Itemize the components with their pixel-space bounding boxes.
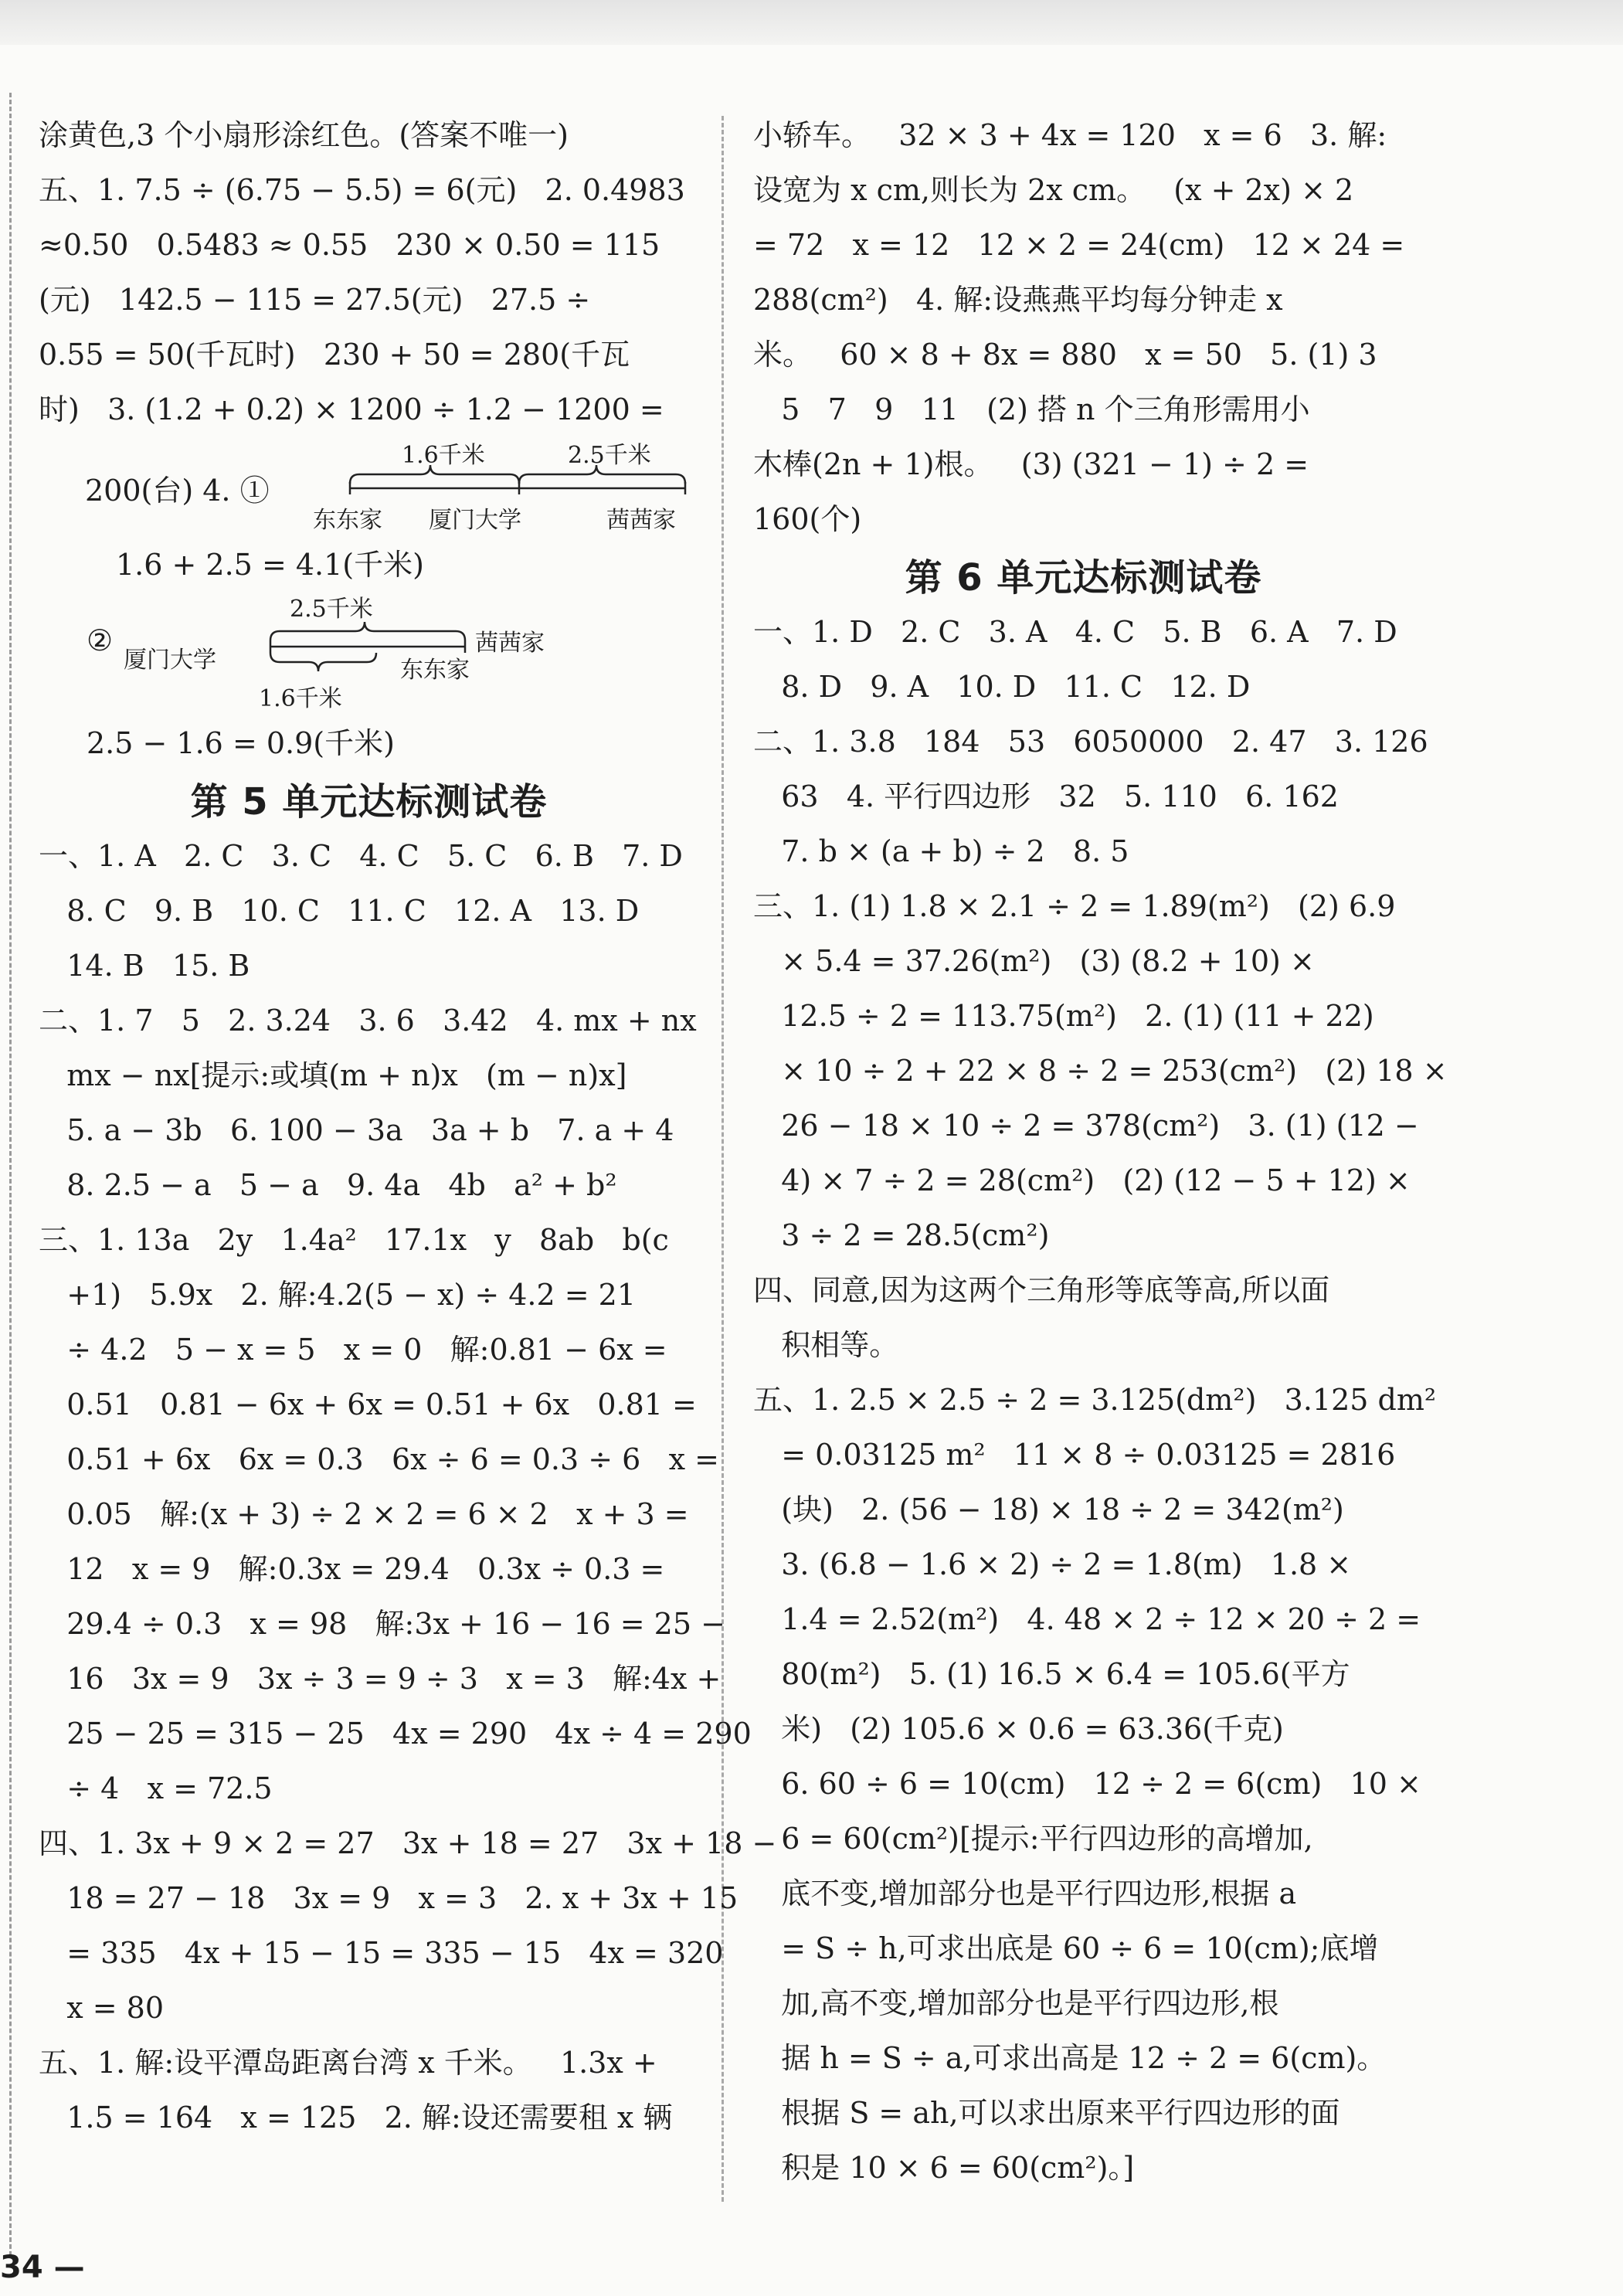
answer-block-unit5 [39, 829, 777, 2145]
answer-line: 底不变,增加部分也是平行四边形,根据 a [753, 1877, 1297, 1911]
answer-line: = 72 x = 12 12 × 2 = 24(cm) 12 × 24 = [753, 228, 1405, 262]
answer-line: 288(cm²) 4. 解:设燕燕平均每分钟走 x [753, 283, 1283, 317]
answer-line: 6. 60 ÷ 6 = 10(cm) 12 ÷ 2 = 6(cm) 10 × [753, 1767, 1421, 1801]
answer-line: = 0.03125 m² 11 × 8 ÷ 0.03125 = 2816 [753, 1438, 1396, 1472]
diagram1-result: 1.6 + 2.5 = 4.1(千米) [116, 548, 424, 582]
answer-line: 四、1. 3x + 9 × 2 = 27 3x + 18 = 27 3x + 18 − [39, 1826, 777, 1860]
answer-line: 小轿车。 32 × 3 + 4x = 120 x = 6 3. 解: [753, 118, 1387, 152]
diagram2-marker: ② [87, 623, 114, 657]
answer-line: +1) 5.9x 2. 解:4.2(5 − x) ÷ 4.2 = 21 [39, 1278, 637, 1312]
answer-line: = S ÷ h,可求出底是 60 ÷ 6 = 10(cm);底增 [753, 1931, 1379, 1965]
answer-line: × 10 ÷ 2 + 22 × 8 ÷ 2 = 253(cm²) (2) 18 × [753, 1054, 1448, 1088]
answer-line: (元) 142.5 − 115 = 27.5(元) 27.5 ÷ [39, 283, 591, 317]
answer-line: 3 ÷ 2 = 28.5(cm²) [753, 1218, 1050, 1252]
answer-line: 涂黄色,3 个小扇形涂红色。(答案不唯一) [39, 118, 569, 152]
answer-line: 7. b × (a + b) ÷ 2 8. 5 [753, 834, 1129, 868]
answer-line: 3. (6.8 − 1.6 × 2) ÷ 2 = 1.8(m) 1.8 × [753, 1547, 1352, 1581]
answer-line: 18 = 27 − 18 3x = 9 x = 3 2. x + 3x + 15 [39, 1881, 738, 1915]
answer-block-unit6 [753, 605, 1448, 2196]
answer-line: 米。 60 × 8 + 8x = 880 x = 50 5. (1) 3 [753, 338, 1377, 372]
answer-block-unit4-end [39, 108, 699, 437]
answer-line: 12.5 ÷ 2 = 113.75(m²) 2. (1) (11 + 22) [753, 999, 1374, 1033]
diagram2-result: 2.5 − 1.6 = 0.9(千米) [87, 726, 395, 760]
answer-line: 26 − 18 × 10 ÷ 2 = 378(cm²) 3. (1) (12 − [753, 1109, 1419, 1143]
unit5-heading: 第 5 单元达标测试卷 [190, 780, 548, 824]
answer-line: 8. 2.5 − a 5 − a 9. 4a 4b a² + b² [39, 1168, 617, 1202]
diagram2-place-end: 茜茜家 [475, 630, 545, 657]
answer-line: ≈0.50 0.5483 ≈ 0.55 230 × 0.50 = 115 [39, 228, 660, 262]
answer-line: 木棒(2n + 1)根。 (3) (321 − 1) ÷ 2 = [753, 447, 1309, 481]
answer-line: 0.55 = 50(千瓦时) 230 + 50 = 280(千瓦 [39, 338, 630, 372]
distance-diagram-1 [39, 437, 699, 538]
answer-line: 五、1. 解:设平潭岛距离台湾 x 千米。 1.3x + [39, 2046, 657, 2080]
answer-line: ÷ 4.2 5 − x = 5 x = 0 解:0.81 − 6x = [39, 1333, 667, 1367]
answer-line: (块) 2. (56 − 18) × 18 ÷ 2 = 342(m²) [753, 1493, 1344, 1527]
diagram1-place-3: 茜茜家 [606, 507, 676, 534]
answer-line: 米) (2) 105.6 × 0.6 = 63.36(千克) [753, 1712, 1284, 1746]
answer-line: 1.4 = 2.52(m²) 4. 48 × 2 ÷ 12 × 20 ÷ 2 = [753, 1602, 1421, 1636]
answer-line: 8. D 9. A 10. D 11. C 12. D [753, 670, 1251, 704]
answer-line: 加,高不变,增加部分也是平行四边形,根 [753, 1986, 1279, 2020]
answer-line: = 335 4x + 15 − 15 = 335 − 15 4x = 320 [39, 1936, 724, 1970]
scan-top-band [0, 0, 1623, 45]
page-number: 34 — [0, 2250, 85, 2285]
answer-block-unit5-end [753, 108, 1414, 547]
diagram2-bottom-label: 1.6千米 [259, 685, 342, 712]
answer-line: x = 80 [39, 1991, 165, 2025]
answer-line: 29.4 ÷ 0.3 x = 98 解:3x + 16 − 16 = 25 − [39, 1607, 725, 1641]
answer-line: 0.05 解:(x + 3) ÷ 2 × 2 = 6 × 2 x + 3 = [39, 1497, 689, 1531]
answer-line: 8. C 9. B 10. C 11. C 12. A 13. D [39, 894, 640, 928]
answer-line: 时) 3. (1.2 + 0.2) × 1200 ÷ 1.2 − 1200 = [39, 392, 664, 426]
answer-line: × 5.4 = 37.26(m²) (3) (8.2 + 10) × [753, 944, 1315, 978]
answer-line: 二、1. 3.8 184 53 6050000 2. 47 3. 126 [753, 725, 1428, 759]
diagram1-place-1: 东东家 [313, 507, 382, 534]
diagram1-prefix: 200(台) 4. ① [85, 474, 270, 508]
diagram2-top-label: 2.5千米 [290, 596, 373, 623]
answer-line: 5 7 9 11 (2) 搭 n 个三角形需用小 [753, 392, 1310, 426]
answer-line: 三、1. 13a 2y 1.4a² 17.1x y 8ab b(c [39, 1223, 669, 1257]
answer-line: 据 h = S ÷ a,可求出高是 12 ÷ 2 = 6(cm)。 [753, 2041, 1387, 2075]
answer-line: 6 = 60(cm²)[提示:平行四边形的高增加, [753, 1822, 1313, 1856]
diagram2-place-start: 厦门大学 [124, 647, 216, 674]
diagram1-top-label-2: 2.5千米 [568, 442, 651, 469]
answer-line: 五、1. 7.5 ÷ (6.75 − 5.5) = 6(元) 2. 0.4983 [39, 173, 685, 207]
answer-line: mx − nx[提示:或填(m + n)x (m − n)x] [39, 1058, 627, 1092]
diagram2-place-mid: 东东家 [400, 657, 470, 684]
answer-line: 12 x = 9 解:0.3x = 29.4 0.3x ÷ 0.3 = [39, 1552, 665, 1586]
left-column [39, 108, 777, 2145]
left-margin-dashed-line [9, 93, 12, 2256]
answer-line: 16 3x = 9 3x ÷ 3 = 9 ÷ 3 x = 3 解:4x + [39, 1662, 722, 1696]
right-column [753, 108, 1448, 2196]
answer-line: 积是 10 × 6 = 60(cm²)。] [753, 2151, 1135, 2185]
answer-line: 160(个) [753, 502, 862, 536]
answer-line: 一、1. D 2. C 3. A 4. C 5. B 6. A 7. D [753, 615, 1397, 649]
answer-line: 三、1. (1) 1.8 × 2.1 ÷ 2 = 1.89(m²) (2) 6.9 [753, 889, 1396, 923]
answer-line: 五、1. 2.5 × 2.5 ÷ 2 = 3.125(dm²) 3.125 dm² [753, 1383, 1437, 1417]
diagram1-place-2: 厦门大学 [429, 507, 521, 534]
answer-line: 80(m²) 5. (1) 16.5 × 6.4 = 105.6(平方 [753, 1657, 1350, 1691]
answer-line: 二、1. 7 5 2. 3.24 3. 6 3.42 4. mx + nx [39, 1004, 697, 1038]
answer-line: 0.51 0.81 − 6x + 6x = 0.51 + 6x 0.81 = [39, 1387, 697, 1421]
unit6-heading: 第 6 单元达标测试卷 [905, 556, 1262, 599]
answer-line: 0.51 + 6x 6x = 0.3 6x ÷ 6 = 0.3 ÷ 6 x = [39, 1442, 719, 1476]
answer-line: 积相等。 [753, 1328, 899, 1362]
answer-line: 5. a − 3b 6. 100 − 3a 3a + b 7. a + 4 [39, 1113, 674, 1147]
answer-line: 14. B 15. B [39, 949, 250, 983]
answer-line: 一、1. A 2. C 3. C 4. C 5. C 6. B 7. D [39, 839, 683, 873]
answer-line: 1.5 = 164 x = 125 2. 解:设还需要租 x 辆 [39, 2101, 673, 2135]
answer-line: 63 4. 平行四边形 32 5. 110 6. 162 [753, 779, 1339, 813]
answer-line: 4) × 7 ÷ 2 = 28(cm²) (2) (12 − 5 + 12) × [753, 1163, 1411, 1197]
distance-diagram-2 [39, 593, 699, 716]
answer-line: 根据 S = ah,可以求出原来平行四边形的面 [753, 2096, 1340, 2130]
answer-line: 25 − 25 = 315 − 25 4x = 290 4x ÷ 4 = 290 [39, 1717, 752, 1751]
diagram1-top-label-1: 1.6千米 [402, 442, 485, 469]
answer-line: 四、同意,因为这两个三角形等底等高,所以面 [753, 1273, 1330, 1307]
answer-line: 设宽为 x cm,则长为 2x cm。 (x + 2x) × 2 [753, 173, 1354, 207]
answer-line: ÷ 4 x = 72.5 [39, 1771, 273, 1805]
